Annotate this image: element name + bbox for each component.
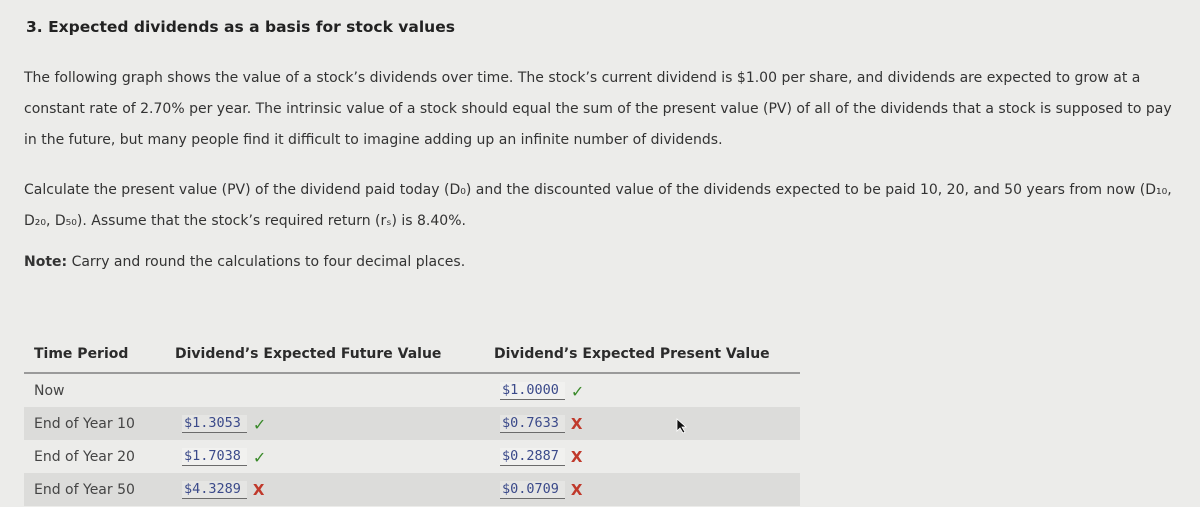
present-value-answer[interactable] bbox=[500, 480, 582, 500]
period-label: End of Year 50 bbox=[34, 482, 135, 498]
period-label: Now bbox=[34, 383, 65, 399]
future-value-answer[interactable] bbox=[182, 414, 266, 434]
present-value-answer[interactable] bbox=[500, 414, 582, 434]
x-icon: X bbox=[570, 415, 583, 433]
future-value-input[interactable]: $4.3289 bbox=[182, 481, 247, 499]
question-heading: 3. Expected dividends as a basis for stock values bbox=[26, 18, 455, 36]
intro-paragraph: The following graph shows the value of a stock’s dividends over time. The stock’s current dividend is $1.00 per share, and dividends are expected to grow at a constant rate of 2.70% per year. The intrinsic value of a stock should equal the sum of the present value (PV) of all of the dividends that a stock is supposed to pay in the future, but many people find it difficult to imagine adding up an infinite number of dividends. bbox=[24, 70, 1172, 148]
present-value-answer[interactable] bbox=[500, 381, 584, 401]
table-row-year-50 bbox=[24, 473, 800, 506]
future-value-input[interactable]: $1.3053 bbox=[182, 415, 247, 433]
instructions-paragraph: Calculate the present value (PV) of the dividend paid today (D₀) and the discounted value of the dividends expected to be paid 10, 20, and 50 years from now (D₁₀, D₂₀, D₅₀). Assume that the stock’s required return (rₛ) is 8.40%. bbox=[24, 182, 1172, 229]
check-icon: ✓ bbox=[252, 414, 267, 434]
x-icon: X bbox=[570, 448, 583, 466]
future-value-input[interactable]: $1.7038 bbox=[182, 448, 247, 466]
mouse-pointer-icon bbox=[676, 418, 690, 434]
table-row-now bbox=[24, 374, 800, 407]
table-row-year-20 bbox=[24, 440, 800, 473]
future-value-answer[interactable] bbox=[182, 447, 266, 467]
rounding-note bbox=[24, 254, 465, 270]
present-value-answer[interactable] bbox=[500, 447, 582, 467]
note-label: Note: bbox=[24, 254, 68, 270]
check-icon: ✓ bbox=[570, 381, 585, 401]
header-future-value: Dividend’s Expected Future Value bbox=[175, 346, 442, 362]
period-label: End of Year 20 bbox=[34, 449, 135, 465]
note-text: Carry and round the calculations to four decimal places. bbox=[67, 254, 466, 270]
present-value-input[interactable]: $0.7633 bbox=[500, 415, 565, 433]
header-present-value: Dividend’s Expected Present Value bbox=[494, 346, 770, 362]
present-value-input[interactable]: $0.0709 bbox=[500, 481, 565, 499]
check-icon: ✓ bbox=[252, 447, 267, 467]
x-icon: X bbox=[252, 481, 265, 499]
period-label: End of Year 10 bbox=[34, 416, 135, 432]
present-value-input[interactable]: $1.0000 bbox=[500, 382, 565, 400]
present-value-input[interactable]: $0.2887 bbox=[500, 448, 565, 466]
future-value-answer[interactable] bbox=[182, 480, 264, 500]
header-time-period: Time Period bbox=[34, 346, 129, 362]
x-icon: X bbox=[570, 481, 583, 499]
